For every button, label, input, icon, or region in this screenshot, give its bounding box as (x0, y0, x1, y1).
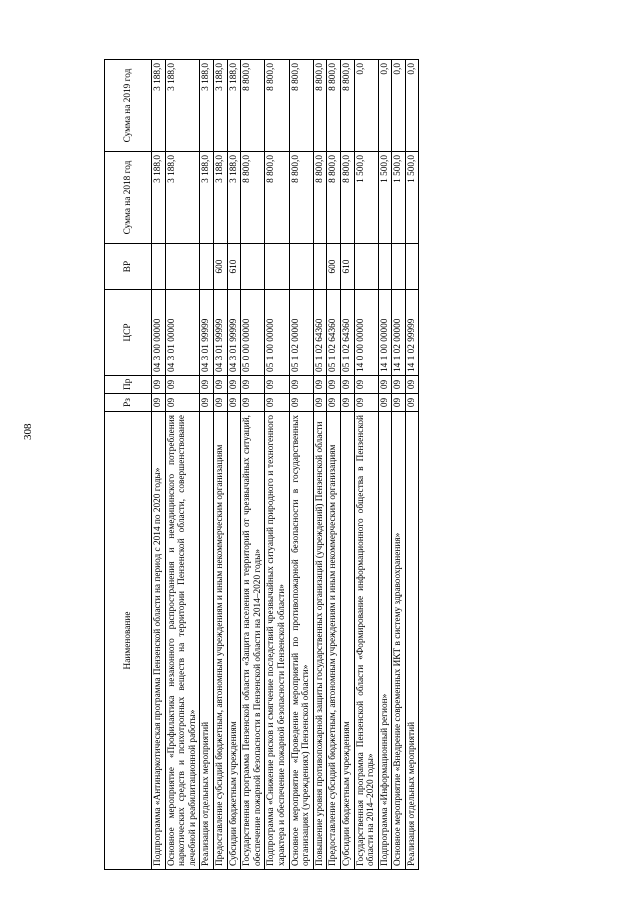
cell-name: Субсидии бюджетным учреждениям (340, 412, 354, 870)
cell-name: Предоставление субсидий бюджетным, автономным учреждениям и иным некоммерческим организациям (213, 412, 227, 870)
table-row (241, 60, 265, 870)
cell-name: Субсидии бюджетным учреждениям (227, 412, 241, 870)
cell-sum-2019: 8 800,0 (340, 60, 354, 152)
cell-vr: 600 (213, 244, 227, 290)
cell-pr: 09 (378, 376, 392, 394)
cell-pr: 09 (165, 376, 200, 394)
cell-csr: 14 1 02 00000 (392, 290, 406, 376)
cell-name: Повышение уровня противопожарной защиты государственных организаций (учреждений) Пензенской области (313, 412, 327, 870)
cell-rz: 09 (378, 394, 392, 412)
cell-name: Государственная программа Пензенской области «Защита населения и территорий от чрезвычайных ситуаций, обеспечение пожарной безопасности в Пензенской области на 2014–2020 годы» (241, 412, 265, 870)
cell-pr: 09 (152, 376, 166, 394)
table-row (313, 60, 327, 870)
cell-sum-2019: 3 188,0 (200, 60, 214, 152)
cell-sum-2018: 8 800,0 (313, 152, 327, 244)
cell-rz: 09 (313, 394, 327, 412)
cell-sum-2019: 8 800,0 (313, 60, 327, 152)
table-row (340, 60, 354, 870)
table-header (105, 60, 152, 870)
cell-csr: 05 1 02 64360 (313, 290, 327, 376)
cell-vr (241, 244, 265, 290)
cell-sum-2019: 3 188,0 (227, 60, 241, 152)
cell-sum-2018: 8 800,0 (289, 152, 313, 244)
table-row (265, 60, 289, 870)
cell-sum-2018: 1 500,0 (405, 152, 419, 244)
cell-csr: 05 0 00 00000 (241, 290, 265, 376)
cell-vr (313, 244, 327, 290)
cell-rz: 09 (165, 394, 200, 412)
cell-csr: 05 1 02 64360 (327, 290, 341, 376)
cell-pr: 09 (327, 376, 341, 394)
cell-sum-2018: 8 800,0 (340, 152, 354, 244)
cell-name: Государственная программа Пензенской области «Формирование информационного общества в Пензенской области на 2014–2020 годы» (354, 412, 378, 870)
cell-sum-2019: 0,0 (392, 60, 406, 152)
cell-vr (289, 244, 313, 290)
cell-vr (392, 244, 406, 290)
cell-vr (354, 244, 378, 290)
cell-name: Реализация отдельных мероприятий (200, 412, 214, 870)
cell-vr (200, 244, 214, 290)
header-sum-2019: Сумма на 2019 год (105, 60, 152, 152)
cell-pr: 09 (200, 376, 214, 394)
cell-pr: 09 (227, 376, 241, 394)
cell-sum-2019: 3 188,0 (213, 60, 227, 152)
cell-rz: 09 (392, 394, 406, 412)
header-rz: Рз (105, 394, 152, 412)
table-row (392, 60, 406, 870)
cell-sum-2018: 3 188,0 (213, 152, 227, 244)
cell-sum-2018: 1 500,0 (392, 152, 406, 244)
cell-sum-2019: 8 800,0 (265, 60, 289, 152)
cell-pr: 09 (213, 376, 227, 394)
cell-vr (165, 244, 200, 290)
cell-vr (405, 244, 419, 290)
cell-sum-2018: 8 800,0 (327, 152, 341, 244)
cell-csr: 04 3 00 00000 (152, 290, 166, 376)
page-number: 308 (22, 423, 34, 440)
cell-rz: 09 (354, 394, 378, 412)
cell-vr (152, 244, 166, 290)
cell-vr: 610 (227, 244, 241, 290)
cell-name: Предоставление субсидий бюджетным, автономным учреждениям и иным некоммерческим организациям (327, 412, 341, 870)
cell-pr: 09 (392, 376, 406, 394)
header-sum-2018: Сумма на 2018 год (105, 152, 152, 244)
cell-csr: 04 3 01 99999 (213, 290, 227, 376)
header-name: Наименование (105, 412, 152, 870)
cell-csr: 04 3 01 99999 (227, 290, 241, 376)
table-row (152, 60, 166, 870)
header-csr: ЦСР (105, 290, 152, 376)
cell-sum-2018: 3 188,0 (152, 152, 166, 244)
cell-sum-2019: 8 800,0 (241, 60, 265, 152)
cell-rz: 09 (241, 394, 265, 412)
cell-sum-2019: 3 188,0 (165, 60, 200, 152)
budget-table (104, 59, 419, 870)
cell-csr: 04 3 01 99999 (200, 290, 214, 376)
cell-sum-2019: 0,0 (405, 60, 419, 152)
table-row (213, 60, 227, 870)
cell-name: Подпрограмма «Снижение рисков и смягчение последствий чрезвычайных ситуаций природного и техногенного характера и обеспечение пожарной безопасности Пензенской области» (265, 412, 289, 870)
cell-sum-2018: 8 800,0 (265, 152, 289, 244)
table-row (200, 60, 214, 870)
cell-csr: 05 1 02 00000 (289, 290, 313, 376)
cell-csr: 14 0 00 00000 (354, 290, 378, 376)
cell-name: Основное мероприятие «Внедрение современных ИКТ в систему здравоохранения» (392, 412, 406, 870)
cell-csr: 04 3 01 00000 (165, 290, 200, 376)
cell-sum-2019: 0,0 (354, 60, 378, 152)
table-row (378, 60, 392, 870)
cell-rz: 09 (152, 394, 166, 412)
cell-pr: 09 (265, 376, 289, 394)
cell-rz: 09 (227, 394, 241, 412)
cell-csr: 05 1 02 64360 (340, 290, 354, 376)
table-row (354, 60, 378, 870)
cell-vr: 600 (327, 244, 341, 290)
table-row (327, 60, 341, 870)
header-vr: ВР (105, 244, 152, 290)
cell-csr: 05 1 00 00000 (265, 290, 289, 376)
cell-pr: 09 (405, 376, 419, 394)
table-row (289, 60, 313, 870)
cell-sum-2019: 0,0 (378, 60, 392, 152)
cell-pr: 09 (313, 376, 327, 394)
cell-csr: 14 1 00 00000 (378, 290, 392, 376)
cell-rz: 09 (265, 394, 289, 412)
cell-rz: 09 (289, 394, 313, 412)
header-pr: Пр (105, 376, 152, 394)
cell-rz: 09 (327, 394, 341, 412)
cell-sum-2019: 8 800,0 (289, 60, 313, 152)
cell-vr: 610 (340, 244, 354, 290)
cell-name: Основное мероприятие «Проведение мероприятий по противопожарной безопасности в государственных организациях (учреждениях) Пензенской области» (289, 412, 313, 870)
cell-rz: 09 (213, 394, 227, 412)
cell-sum-2018: 1 500,0 (378, 152, 392, 244)
table-row (227, 60, 241, 870)
cell-sum-2018: 1 500,0 (354, 152, 378, 244)
cell-rz: 09 (200, 394, 214, 412)
cell-sum-2018: 3 188,0 (165, 152, 200, 244)
cell-pr: 09 (289, 376, 313, 394)
cell-name: Подпрограмма «Антинаркотическая программа Пензенской области на период с 2014 по 2020 годы» (152, 412, 166, 870)
table-row (165, 60, 200, 870)
cell-sum-2019: 3 188,0 (152, 60, 166, 152)
table-row (405, 60, 419, 870)
cell-rz: 09 (405, 394, 419, 412)
cell-rz: 09 (340, 394, 354, 412)
cell-sum-2018: 8 800,0 (241, 152, 265, 244)
cell-sum-2018: 3 188,0 (227, 152, 241, 244)
cell-sum-2019: 8 800,0 (327, 60, 341, 152)
cell-name: Реализация отдельных мероприятий (405, 412, 419, 870)
cell-vr (265, 244, 289, 290)
cell-name: Подпрограмма «Информационный регион» (378, 412, 392, 870)
cell-sum-2018: 3 188,0 (200, 152, 214, 244)
cell-name: Основное мероприятие «Профилактика незаконного распространения и немедицинского потребления наркотических средств и психотропных веществ на территории Пензенской области, совершенствование лечебной и реабилитационной работы» (165, 412, 200, 870)
cell-pr: 09 (340, 376, 354, 394)
table-body (152, 60, 419, 870)
cell-pr: 09 (354, 376, 378, 394)
rotated-table-container (104, 60, 556, 870)
cell-vr (378, 244, 392, 290)
cell-csr: 14 1 02 99999 (405, 290, 419, 376)
cell-pr: 09 (241, 376, 265, 394)
